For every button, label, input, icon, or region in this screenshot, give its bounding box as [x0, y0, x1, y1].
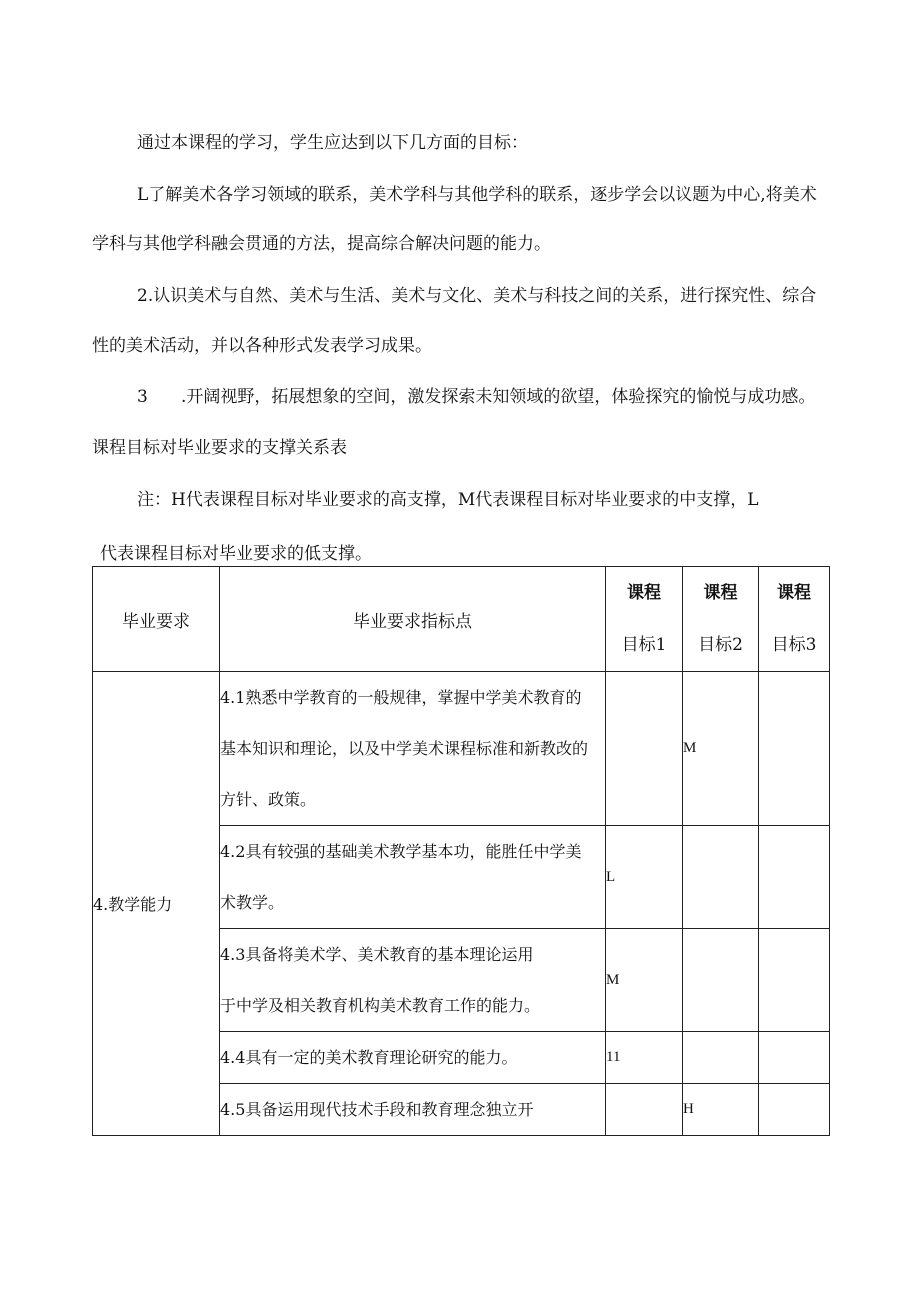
goal1-line1: L了解美术各学习领域的联系，美术学科与其他学科的联系，逐步学会以议题为中心,将美术: [137, 185, 817, 205]
table-title: 课程目标对毕业要求的支撑关系表: [92, 438, 347, 458]
note-line1: 注：H代表课程目标对毕业要求的高支撑，M代表课程目标对毕业要求的中支撑，L: [137, 490, 759, 510]
header-goal1: [606, 567, 683, 672]
goal3-number: 3: [137, 387, 148, 407]
mark-4-5-goal3: [759, 1084, 830, 1136]
indicator-line: 于中学及相关教育机构美术教育工作的能力。: [220, 996, 541, 1015]
header-indicator: 毕业要求指标点: [220, 567, 606, 672]
support-table: [92, 566, 830, 1136]
note-line2: 代表课程目标对毕业要求的低支撑。: [100, 544, 372, 564]
intro-text: 通过本课程的学习，学生应达到以下几方面的目标：: [137, 133, 528, 153]
indicator-line: 术教学。: [220, 893, 285, 912]
mark-4-4-goal2: [683, 1032, 759, 1084]
header-goal3-top: 课程: [777, 583, 811, 603]
header-goal3: [759, 567, 830, 672]
header-goal1-bottom: 目标1: [621, 635, 667, 655]
goal2-line2: 性的美术活动，并以各种形式发表学习成果。: [92, 336, 432, 356]
mark-4-4-goal1: 11: [606, 1032, 683, 1084]
indicator-line: 4.3具备将美术学、美术教育的基本理论运用: [220, 945, 534, 964]
header-goal2-bottom: 目标2: [698, 635, 743, 655]
header-requirement: 毕业要求: [93, 567, 220, 672]
mark-4-3-goal2: [683, 929, 759, 1032]
indicator-line: 基本知识和理论，以及中学美术课程标准和新教改的: [220, 739, 589, 758]
mark-4-3-goal1: M: [606, 929, 683, 1032]
mark-4-5-goal2: H: [683, 1084, 759, 1136]
mark-4-2-goal2: [683, 826, 759, 929]
indicator-4-4: [220, 1032, 606, 1084]
mark-4-2-goal1: L: [606, 826, 683, 929]
header-goal1-top: 课程: [627, 583, 661, 603]
table-header-row: [93, 567, 830, 672]
mark-4-1-goal2: M: [683, 672, 759, 826]
indicator-line: 4.4具有一定的美术教育理论研究的能力。: [220, 1048, 518, 1067]
indicator-4-3: [220, 929, 606, 1032]
indicator-line: 4.5具备运用现代技术手段和教育理念独立开: [220, 1100, 534, 1119]
mark-4-1-goal3: [759, 672, 830, 826]
mark-4-5-goal1: [606, 1084, 683, 1136]
mark-4-2-goal3: [759, 826, 830, 929]
indicator-4-5: [220, 1084, 606, 1136]
header-goal3-bottom: 目标3: [771, 635, 817, 655]
mark-4-4-goal3: [759, 1032, 830, 1084]
indicator-line: 4.1熟悉中学教育的一般规律，掌握中学美术教育的: [220, 688, 582, 707]
goal2-line1: 2.认识美术与自然、美术与生活、美术与文化、美术与科技之间的关系，进行探究性、综合: [137, 286, 817, 306]
requirement-cell: 4.教学能力: [93, 672, 220, 1136]
header-goal2-top: 课程: [703, 583, 738, 603]
indicator-4-1: [220, 672, 606, 826]
mark-4-1-goal1: [606, 672, 683, 826]
indicator-line: 4.2具有较强的基础美术教学基本功，能胜任中学美: [220, 842, 582, 861]
header-goal2: [683, 567, 759, 672]
goal3-text: .开阔视野，拓展想象的空间，激发探索未知领域的欲望，体验探究的愉悦与成功感。: [181, 387, 816, 407]
mark-4-3-goal3: [759, 929, 830, 1032]
goal1-line2: 学科与其他学科融会贯通的方法，提高综合解决问题的能力。: [92, 234, 551, 254]
indicator-4-2: [220, 826, 606, 929]
indicator-line: 方针、政策。: [220, 790, 317, 809]
table-row: [93, 672, 830, 826]
